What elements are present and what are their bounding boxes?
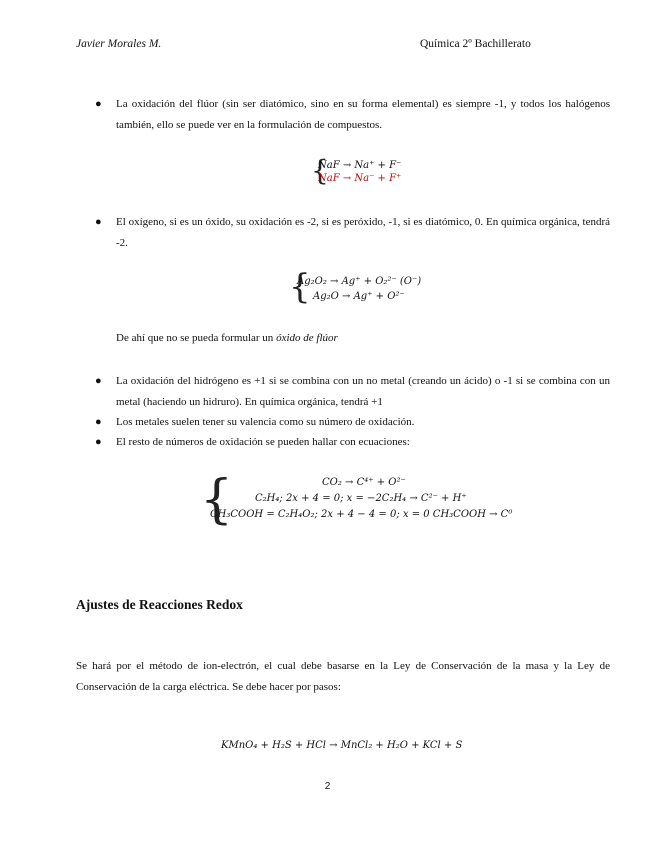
bullet-icon: ● bbox=[95, 216, 102, 228]
bullet-oxygen: El oxígeno, si es un óxido, su oxidación es -2, si es peróxido, -1, si es diatómico, 0. En química orgánica, tendrá -2. bbox=[116, 216, 610, 249]
bullet-rest: El resto de números de oxidación se pueden hallar con ecuaciones: bbox=[116, 436, 410, 448]
brace-icon: { bbox=[200, 470, 234, 530]
header-course: Química 2º Bachillerato bbox=[420, 38, 531, 50]
bullet-icon: ● bbox=[95, 98, 102, 110]
section-paragraph: Se hará por el método de ion-electrón, el cual debe basarse en la Ley de Conservación de la masa y la Ley de Conservación de la carga eléctrica. Se debe hacer por pasos: bbox=[76, 660, 610, 693]
bullet-hydrogen: La oxidación del hidrógeno es +1 si se combina con un no metal (creando un ácido) o -1 si se combina con un metal (haciendo un hidruro). En química orgánica, tendrá +1 bbox=[116, 375, 610, 408]
eq-fluor-line1: NaF → Na⁺ + F⁻ bbox=[318, 160, 402, 171]
note-oxide bbox=[116, 328, 610, 349]
eq-fluor-line2: NaF → Na⁻ + F⁺ bbox=[318, 173, 402, 184]
eq-rest-line2: C₂H₄; 2x + 4 = 0; x = −2C₂H₄ → C²⁻ + H⁺ bbox=[255, 493, 467, 504]
note-italic: óxido de flúor bbox=[276, 332, 338, 344]
reaction-equation: KMnO₄ + H₂S + HCl → MnCl₂ + H₂O + KCl + S bbox=[221, 740, 463, 751]
brace-icon: { bbox=[311, 154, 329, 187]
brace-icon: { bbox=[289, 267, 311, 307]
note-text: De ahí que no se pueda formular un bbox=[116, 332, 277, 344]
bullet-metals: Los metales suelen tener su valencia como su número de oxidación. bbox=[116, 416, 415, 428]
bullet-fluor: La oxidación del flúor (sin ser diatómico, sino en su forma elemental) es siempre -1, y todos los halógenos también, ello se puede ver en la formulación de compuestos. bbox=[116, 98, 610, 131]
eq-oxygen-line2: Ag₂O → Ag⁺ + O²⁻ bbox=[313, 291, 405, 302]
bullet-icon: ● bbox=[95, 416, 102, 428]
eq-rest-line1: CO₂ → C⁴⁺ + O²⁻ bbox=[322, 477, 406, 488]
bullet-icon: ● bbox=[95, 436, 102, 448]
page-number: 2 bbox=[324, 781, 331, 792]
eq-oxygen-line1: Ag₂O₂ → Ag⁺ + O₂²⁻ (O⁻) bbox=[297, 276, 422, 287]
header-author: Javier Morales M. bbox=[76, 38, 162, 50]
bullet-icon: ● bbox=[95, 375, 102, 387]
eq-rest-line3: CH₃COOH = C₂H₄O₂; 2x + 4 − 4 = 0; x = 0 CH₃COOH → C⁰ bbox=[210, 509, 513, 520]
section-title: Ajustes de Reacciones Redox bbox=[76, 597, 243, 612]
